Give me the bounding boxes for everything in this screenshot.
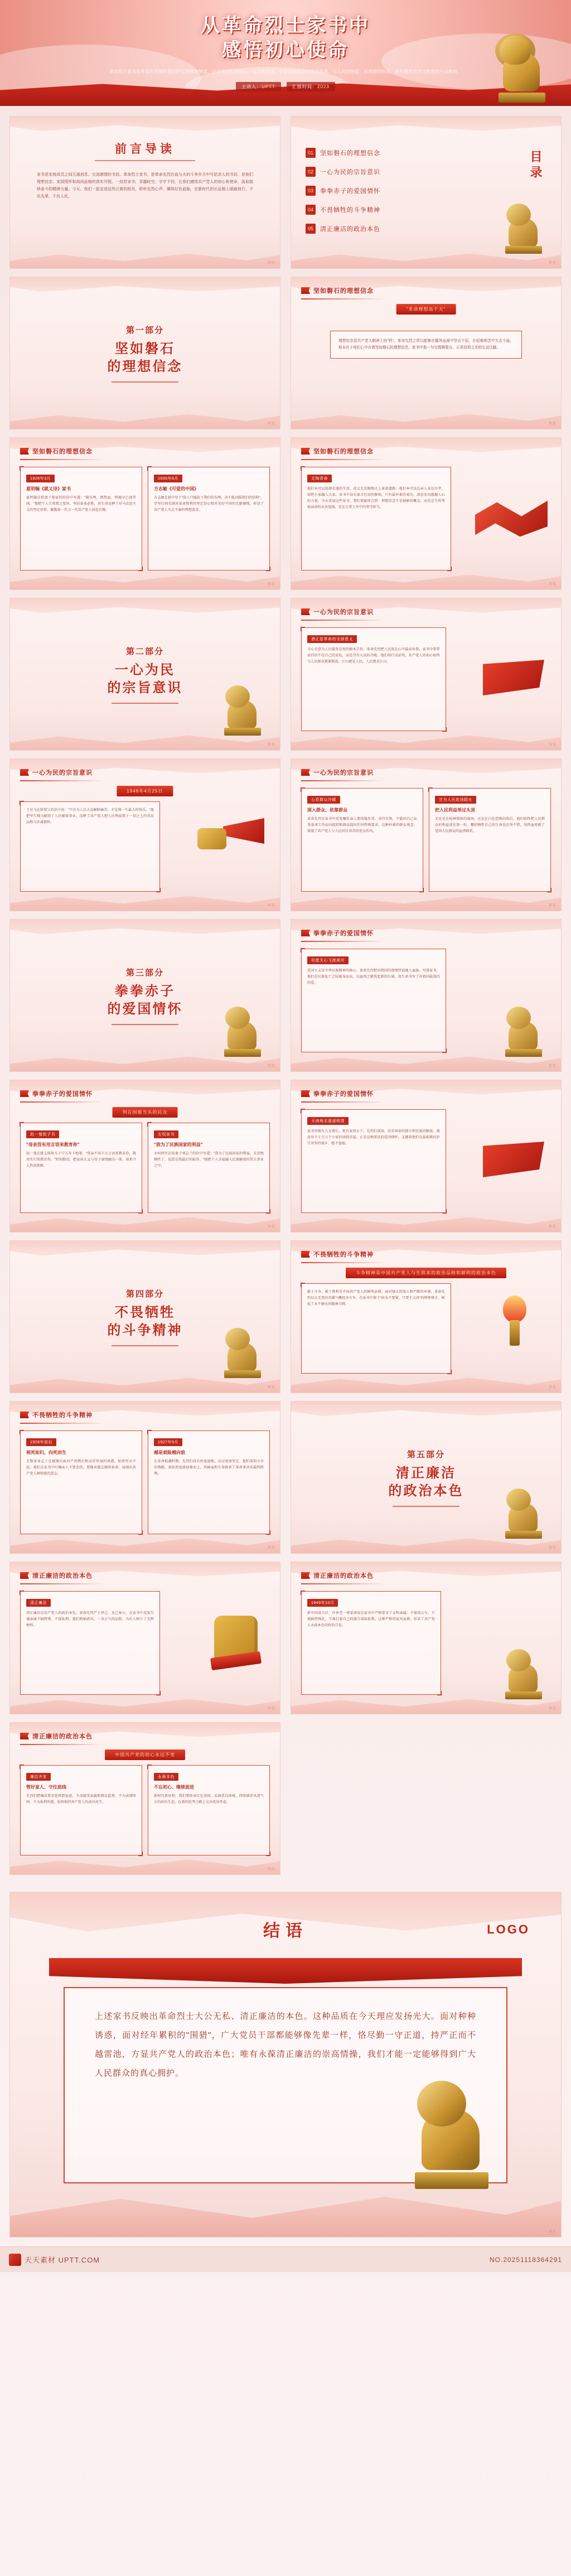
hero-speaker-chip xyxy=(236,82,281,91)
wave-decoration-bottom xyxy=(291,1374,561,1393)
slide-thumbnail[interactable] xyxy=(9,1240,280,1393)
section-title-line1: 清正廉洁 xyxy=(396,1465,456,1481)
lion-base xyxy=(224,1049,261,1057)
lion-base xyxy=(224,1370,261,1378)
content-text-box: 理想信念是共产党人精神上的"钙"。革命先烈之所以能够在腥风血雨中坚贞不屈，在艰难困苦中矢志不渝，根本在于他们心中有着坚如磐石的理想信念。家书中那一句句铿锵誓言，正是信仰之光的生动注脚。 xyxy=(330,331,522,359)
content-box-tag: 1949年10月 xyxy=(307,1599,338,1607)
lion-head xyxy=(506,204,531,226)
section-part-label: 第五部分 xyxy=(407,1449,445,1459)
content-box xyxy=(20,1591,160,1695)
slide-thumbnail[interactable] xyxy=(291,919,562,1072)
title-underline xyxy=(393,1506,459,1507)
section-title-line2: 的爱国情怀 xyxy=(107,1001,183,1017)
stone-lion-icon xyxy=(222,1006,263,1057)
hero-cover-slide xyxy=(0,0,571,106)
hero-meta xyxy=(0,82,571,91)
date-ribbon: 1946年4月25日 xyxy=(117,786,173,796)
wave-decoration-top xyxy=(291,117,561,133)
flag-icon xyxy=(20,1572,29,1579)
content-box-text: 家书里既有儿女情长，更有家国天下。先烈们深知，没有国家的独立和民族的解放，就没有千千万万个小家的团圆幸福。正是这种深沉的爱国情怀，支撑着他们在最艰难的岁月里坚持战斗、绝不退缩。 xyxy=(307,1129,440,1146)
list-item[interactable] xyxy=(306,224,380,234)
title-underline xyxy=(112,381,178,383)
flag-icon xyxy=(301,448,310,455)
quote-ribbon: "革命理想高于天" xyxy=(396,304,456,315)
header-rule xyxy=(301,1101,385,1103)
title-underline xyxy=(112,1345,178,1346)
slide-thumbnail[interactable] xyxy=(291,758,562,911)
lion-base xyxy=(505,1049,542,1057)
header-rule xyxy=(20,459,104,460)
content-box-title: 不忘初心、继续前进 xyxy=(154,1785,194,1790)
content-box-tag: 但愿关心飞渡黄河 xyxy=(307,956,349,964)
quote-ribbon: 列在国难当头的民众 xyxy=(113,1107,178,1118)
header-rule xyxy=(20,1583,104,1584)
content-box-text: 新时代新征程，我们要传承红色基因，弘扬优良传统，持续涵养风清气正的政治生态，在新的赶考之路上交出优异答卷。 xyxy=(154,1794,264,1804)
content-box-tag: 天南地北遥遥相望 xyxy=(307,1117,349,1125)
content-box-title: 管好家人、守住底线 xyxy=(26,1785,66,1790)
lion-base xyxy=(505,1691,542,1699)
hero-speaker-value: UPTT xyxy=(262,84,276,89)
flag-icon xyxy=(20,1733,29,1739)
closing-paragraph: 上述家书反映出革命烈士大公无私、清正廉洁的本色。这种品质在今天理应发扬光大。面对种种诱惑，面对经年累积的"围猎"，广大党员干部都能够像先辈一样，恪尽勤一守正道，持严正而不越雷池，方显共产党人的政治本色；唯有永葆清正廉洁的崇高情操，我们才能一定能够得到广大人民群众的真心拥护。 xyxy=(95,2012,476,2078)
hero-date-label: 汇报时间： xyxy=(292,84,318,89)
wave-decoration-bottom xyxy=(291,892,561,911)
stone-lion-icon xyxy=(503,1487,544,1539)
watermark-label: 预览 xyxy=(548,422,557,426)
slide-header-text: 清正廉洁的政治本色 xyxy=(32,1573,93,1579)
watermark-label: 预览 xyxy=(267,1065,275,1068)
watermark-label: 预览 xyxy=(548,262,557,265)
content-box-title: 夏明翰《就义诗》家书 xyxy=(26,486,71,491)
slide-thumbnail[interactable] xyxy=(9,1080,280,1233)
closing-title: 结语 xyxy=(263,1922,308,1940)
header-rule xyxy=(301,780,385,781)
content-box-tag: 1935年8月 xyxy=(154,475,182,482)
content-box-text: 先烈们把廉洁要求延伸到家庭，主动接受亲属和群众监督，不为亲情所困、不为私利所惑，始终保持共产党人的高风亮节。 xyxy=(26,1794,136,1804)
watermark-label: 预览 xyxy=(548,583,557,586)
slide-thumbnail[interactable] xyxy=(9,437,280,590)
content-box xyxy=(20,1430,142,1534)
section-title-line1: 拳拳赤子 xyxy=(115,983,175,999)
content-box xyxy=(301,1109,446,1213)
catalog-number: 04 xyxy=(306,205,316,215)
slide-grid xyxy=(0,106,571,1892)
flag-icon xyxy=(301,930,310,936)
slide-header xyxy=(301,768,374,777)
wave-decoration-bottom xyxy=(10,2187,561,2237)
slide-header xyxy=(20,1410,93,1419)
content-box-row xyxy=(20,1765,270,1855)
slide-header-text: 一心为民的宗旨意识 xyxy=(313,770,374,776)
content-box-title: 把人民利益举过头顶 xyxy=(435,808,475,813)
catalog-label: 不畏牺牲的斗争精神 xyxy=(320,207,380,214)
quote-ribbon: 斗争精神是中国共产党人与生俱来的政治品格和鲜明的政治本色 xyxy=(346,1268,506,1278)
content-box-text: 方志敏在狱中写下"敌人只能砍下我们的头颅，决不能动摇我们的信仰"，字里行间充满对革命胜利的坚定信心和对美好中国的无限憧憬，彰显了共产党人矢志不渝的理想追求。 xyxy=(154,496,264,512)
flag-icon xyxy=(20,1412,29,1418)
closing-slide[interactable] xyxy=(9,1892,562,2237)
slide-header-text: 坚如磐石的理想信念 xyxy=(32,448,93,455)
slide-thumbnail[interactable] xyxy=(9,919,280,1072)
slide-header-text: 不畏牺牲的斗争精神 xyxy=(32,1412,93,1419)
slide-thumbnail[interactable] xyxy=(9,1562,280,1714)
wave-decoration-bottom xyxy=(10,1534,280,1553)
lion-base xyxy=(499,93,545,103)
slide-thumbnail[interactable] xyxy=(291,1401,562,1554)
slide-header xyxy=(301,286,374,295)
catalog-number: 03 xyxy=(306,186,316,196)
catalog-number: 02 xyxy=(306,167,316,177)
wave-decoration-bottom xyxy=(291,571,561,589)
slide-header xyxy=(301,447,374,456)
slide-thumbnail[interactable] xyxy=(9,1401,280,1554)
watermark-label: 预览 xyxy=(548,1386,557,1389)
stone-lion-icon xyxy=(410,2077,494,2189)
slide-header xyxy=(20,1089,93,1098)
slide-header xyxy=(20,1732,93,1741)
slide-header-text: 拳拳赤子的爱国情怀 xyxy=(313,1091,374,1098)
content-box xyxy=(20,1123,142,1213)
content-box-text: 赵一曼在就义前给儿子宁儿写下绝笔："母亲不用千言万语来教育你，就用实行来教育你。"短短数语，把家国大义与母子深情融为一体，读来令人热泪盈眶。 xyxy=(26,1152,136,1168)
slide-thumbnail[interactable] xyxy=(291,437,562,590)
watermark-label: 预览 xyxy=(548,2230,557,2234)
slide-header xyxy=(301,1250,374,1259)
slide-header xyxy=(301,1571,374,1580)
content-box-tag: 1928年前后 xyxy=(26,1438,56,1446)
content-box xyxy=(148,1430,270,1534)
stone-lion-icon xyxy=(503,202,544,254)
closing-red-banner xyxy=(49,1958,522,1984)
header-rule xyxy=(301,298,385,299)
content-box xyxy=(301,1283,451,1374)
content-box xyxy=(148,467,270,571)
torch-flame xyxy=(503,1296,526,1322)
header-rule xyxy=(20,1744,104,1745)
content-box-title: 深入群众、依靠群众 xyxy=(307,808,347,813)
watermark-label: 预览 xyxy=(267,1546,275,1550)
lion-head xyxy=(417,2081,466,2126)
section-title-line2: 的政治本色 xyxy=(388,1483,464,1499)
header-rule xyxy=(301,1262,385,1263)
wave-decoration-bottom xyxy=(10,892,280,911)
hero-title-line2: 感悟初心使命 xyxy=(222,40,349,61)
watermark-label: 预览 xyxy=(267,1386,275,1389)
title-underline xyxy=(112,1024,178,1025)
content-box-title: 视死如归、向死而生 xyxy=(26,1450,66,1455)
catalog-title: 目录 xyxy=(529,150,543,181)
stone-lion-icon xyxy=(503,1648,544,1699)
content-box xyxy=(20,801,160,892)
slide-header xyxy=(301,929,374,937)
content-box-text: 爱国主义是中华民族精神的核心。革命先烈把对祖国的深情厚谊融入血脉，写进家书。他们在民族危亡之际挺身而出，以血肉之躯筑起新的长城，用生命书写了对祖国最深沉的爱。 xyxy=(307,969,440,985)
content-box-row xyxy=(20,1123,270,1213)
flag-icon xyxy=(301,769,310,776)
content-box-text: 无数革命志士在被捕后面对严刑拷打和高官厚禄的诱惑，始终坚贞不屈。他们在家书中叮嘱亲人不要悲伤，要继承遗志继续革命，展现出共产党人钢铁般的意志。 xyxy=(26,1459,136,1476)
content-box-tag: 酒正是革命的全部意义 xyxy=(307,635,357,643)
page-title: 前言导读 xyxy=(115,143,175,156)
slide-thumbnail[interactable] xyxy=(291,116,562,269)
wave-decoration-top xyxy=(10,117,280,133)
hero-title-group xyxy=(0,0,571,62)
content-box-title: "我为了民族国家的利益" xyxy=(154,1142,203,1147)
watermark-label: 预览 xyxy=(548,1065,557,1068)
content-box-title: 越是艰险越向前 xyxy=(154,1450,185,1455)
section-part-label: 第四部分 xyxy=(125,1289,164,1299)
catalog-label: 拳拳赤子的爱国情怀 xyxy=(320,188,380,195)
header-rule xyxy=(20,1423,104,1424)
section-title-line2: 的理想信念 xyxy=(107,359,183,374)
watermark-label: 预览 xyxy=(267,262,275,265)
content-box xyxy=(20,1765,142,1855)
slide-header xyxy=(301,607,374,616)
header-rule xyxy=(20,780,104,781)
slide-thumbnail[interactable] xyxy=(291,1562,562,1714)
section-title-line1: 坚如磐石 xyxy=(115,341,175,356)
section-part-label: 第一部分 xyxy=(125,325,164,335)
stone-lion-icon xyxy=(503,1006,544,1057)
wave-decoration-bottom xyxy=(10,249,280,268)
slide-thumbnail[interactable] xyxy=(291,277,562,429)
wave-decoration-bottom xyxy=(291,410,561,429)
lion-base xyxy=(224,728,261,736)
content-box-row xyxy=(20,1430,270,1534)
content-box-tag: 永葆本色 xyxy=(154,1773,178,1781)
watermark-label: 预览 xyxy=(548,904,557,907)
content-box xyxy=(20,467,142,571)
title-underline xyxy=(95,160,195,161)
list-item[interactable] xyxy=(306,205,380,215)
flag-icon xyxy=(20,1090,29,1097)
content-box-row xyxy=(20,467,270,571)
content-box-text: 他们本可以选择安逸的生活，却义无反顾地走上革命道路；他们本可以在亲人身边尽孝，却把小家融入大家。家书中没有豪言壮语的修饰，只有最朴素的表达，却迸发出震撼人心的力量。今天重读这些家书，我们更能体会到：理想信念不是抽象的概念，而是在生死考验面前的从容选择，是在日常工作中的坚守担当。 xyxy=(307,487,445,509)
hero-speaker-label: 主讲人： xyxy=(241,84,262,89)
torch-handle xyxy=(510,1320,520,1346)
catalog-number: 05 xyxy=(306,224,316,234)
slide-thumbnail[interactable] xyxy=(9,598,280,751)
brand-logo-icon xyxy=(9,2254,21,2266)
content-box-title: 方志敏《可爱的中国》 xyxy=(154,486,199,491)
section-title-line1: 一心为民 xyxy=(115,662,175,678)
lion-base xyxy=(505,1531,542,1539)
wave-decoration-bottom xyxy=(10,1855,280,1874)
slide-thumbnail[interactable] xyxy=(9,277,280,429)
slide-thumbnail[interactable] xyxy=(9,758,280,911)
content-box-text: 敢于斗争、敢于胜利是中国共产党人的鲜明品格。面对强大的敌人和严酷的环境，革命先烈以大无畏的英雄气概投身斗争，在家书中留下"砍头不要紧，只要主义真"的铮铮誓言，树起了永不磨灭的精神丰碑。 xyxy=(307,1290,445,1306)
section-title-line2: 的斗争精神 xyxy=(107,1322,183,1338)
torch-icon xyxy=(491,1296,541,1346)
stone-lion-icon xyxy=(222,1327,263,1378)
wave-decoration-bottom xyxy=(291,1213,561,1232)
content-box xyxy=(301,467,451,571)
content-box-text: 在革命低潮时期，先烈们没有丝毫退缩，反而更加坚定。他们深知斗争的残酷，却依然选择迎难而上，用鲜血和生命换来了革命事业的最终胜利。 xyxy=(154,1459,264,1476)
content-box-tag: 1928年3月 xyxy=(26,475,55,482)
watermark-label: 预览 xyxy=(548,1546,557,1550)
content-box-text: 新中国成立后，许多老一辈革命家在家书中严格要求子女和亲属：不准用公车、不准搞特殊化、不准打着自己的旗号谋取私利。这种严格的家风家教，彰显了共产党人永葆本色的政治自觉。 xyxy=(307,1611,435,1627)
header-rule xyxy=(20,1101,104,1103)
catalog-label: 坚如磐石的理想信念 xyxy=(320,150,380,157)
section-title-group xyxy=(10,277,280,429)
watermark-label: 预览 xyxy=(267,1707,275,1710)
catalog-label: 清正廉洁的政治本色 xyxy=(320,226,380,233)
slide-header-text: 一心为民的宗旨意识 xyxy=(313,609,374,616)
catalog-list xyxy=(306,148,380,243)
content-box-text: 王若飞在给舅父的信中说："只有为人民大众解除痛苦，才是我一生最大的快乐。"他把毕生精力献给了人民解放事业，诠释了共产党人把人民利益置于一切之上的崇高品格与赤诚情怀。 xyxy=(26,808,154,824)
lion-head xyxy=(225,1328,250,1350)
list-item[interactable] xyxy=(306,186,380,196)
content-box-tag: 甘为人民赴汤蹈火 xyxy=(435,796,476,804)
hero-date-chip xyxy=(287,82,335,91)
slide-header-text: 清正廉洁的政治本色 xyxy=(313,1573,374,1579)
horn-hand xyxy=(197,828,226,849)
content-box-tag: 无悔青春 xyxy=(307,475,332,482)
wave-decoration-bottom xyxy=(291,731,561,750)
lion-base xyxy=(505,246,542,254)
flag-icon xyxy=(301,608,310,615)
content-box xyxy=(429,788,551,892)
hero-title-line1: 从革命烈士家书中 xyxy=(201,15,370,36)
slide-thumbnail[interactable] xyxy=(9,116,280,269)
stone-lion-icon xyxy=(222,684,263,736)
lion-head xyxy=(506,1007,531,1029)
horn-cone xyxy=(223,818,264,844)
flag-icon xyxy=(20,769,29,776)
content-box-row xyxy=(301,788,551,892)
content-box-text: 清正廉洁是共产党人的政治本色。革命先烈严于律己、克己奉公，在家书中反复告诫亲属不搞特殊、不谋私利。他们两袖清风、一身正气的品格，为后人树立了光辉榜样。 xyxy=(26,1611,154,1627)
content-box xyxy=(148,1765,270,1855)
content-box xyxy=(301,949,446,1052)
content-box-text: 革命先烈在家书中反复嘱托亲人要体恤乡邻、善待百姓，不能因自己从事革命工作而向组织和群众提出任何特殊要求。这种朴素的群众观念，体现了共产党人与人民同甘共苦的优良作风。 xyxy=(307,817,417,833)
slide-header-text: 拳拳赤子的爱国情怀 xyxy=(32,1091,93,1098)
slide-header-text: 拳拳赤子的爱国情怀 xyxy=(313,930,374,937)
slide-thumbnail[interactable] xyxy=(291,1080,562,1233)
slide-header xyxy=(20,768,93,777)
content-box xyxy=(148,1123,270,1213)
content-box-title: "母亲没有用言语来教育你" xyxy=(26,1142,80,1147)
slide-header xyxy=(301,1089,374,1098)
wave-decoration-bottom xyxy=(10,571,280,589)
brand-text: 天天素材 UPTT.COM xyxy=(25,2256,100,2264)
hero-subtitle: 革命烈士家书是革命先烈留给我们的宝贵精神财富，记录着他们的初心、信念和追求，字里行间饱含对党的忠诚、对人民的热爱、对理想的执着，是开展党史学习教育的生动教材。 xyxy=(109,69,462,74)
content-box-text: 全心全意为人民服务是党的根本宗旨。革命先烈把人民放在心中最高位置，家书中常常牵挂的不是自己的安危，而是劳苦大众的冷暖。他们用行动证明，共产党人的初心始终与人民群众紧紧相连，江山就是人民，人民就是江山。 xyxy=(307,647,440,664)
logo-placeholder: LOGO xyxy=(487,1922,530,1936)
content-box-tag: 赵一曼致子书 xyxy=(26,1130,59,1138)
list-item[interactable] xyxy=(306,167,380,177)
slide-header xyxy=(20,1571,93,1580)
header-rule xyxy=(301,1583,385,1584)
wave-decoration-bottom xyxy=(10,1695,280,1714)
catalog-label: 一心为民的宗旨意识 xyxy=(320,169,380,176)
page-footer xyxy=(0,2246,571,2272)
slide-header-text: 清正廉洁的政治本色 xyxy=(32,1733,93,1740)
content-box-tag: 廉洁齐家 xyxy=(26,1773,51,1781)
lion-head xyxy=(500,36,531,65)
preface-body-text: 家书是家庭成员之间互通消息、交流感情的书信。革命烈士家书，是革命先烈在血与火的斗争岁月中写给亲人的书信，是他们理想信念、家国情怀和高尚品格的真实写照。一封封家书，穿越时空，字字千钧，让我们感悟共产党人的初心和使命，汲取接续奋斗的精神力量。今天，我们一起走进这些泛黄的纸页，聆听先烈心声，赓续红色血脉，在新时代的长征路上砥砺前行，不负先辈，不负人民。 xyxy=(37,173,253,199)
content-box-tag: 心系群众冷暖 xyxy=(307,796,340,804)
quote-ribbon: 中国共产党的初心永远不变 xyxy=(105,1749,185,1760)
hero-date-value: 2023 xyxy=(317,84,330,89)
slide-header-text: 坚如磐石的理想信念 xyxy=(313,288,374,294)
watermark-label: 预览 xyxy=(548,1707,557,1710)
lion-head xyxy=(225,1007,250,1029)
slide-header-text: 一心为民的宗旨意识 xyxy=(32,770,93,776)
flag-icon xyxy=(301,1251,310,1258)
horn-icon xyxy=(197,815,264,854)
section-title-line1: 不畏牺牲 xyxy=(115,1304,175,1320)
section-part-label: 第二部分 xyxy=(125,646,164,656)
slide-thumbnail[interactable] xyxy=(9,1722,280,1875)
content-box-tag: 1927年5月 xyxy=(154,1438,182,1446)
stone-lion-icon xyxy=(495,33,549,103)
flag-icon xyxy=(301,1090,310,1097)
content-box xyxy=(301,788,423,892)
watermark-label: 预览 xyxy=(548,1225,557,1229)
watermark-label: 预览 xyxy=(548,743,557,747)
watermark-label: 预览 xyxy=(267,422,275,426)
content-box-text: 夏明翰在给妻子郑家钧的信中写道："抛头颅，洒热血，明翰早已视等闲。"他把个人生死置之度外，坚信革命必胜，用生命诠释了对马克思主义的坚定信仰，激励着一代又一代共产党人前赴后继。 xyxy=(26,496,136,512)
content-box-text: 左权将军在给妻子刘志兰的信中写道："我为了民族国家的利益，光荣地牺牲了，也算是我最后的报答。"他把个人幸福融入民族解放的伟大事业之中。 xyxy=(154,1152,264,1168)
section-title-line2: 的宗旨意识 xyxy=(107,680,183,695)
content-box-tag: 清正廉洁 xyxy=(26,1599,51,1607)
lion-head xyxy=(506,1488,531,1511)
slide-thumbnail[interactable] xyxy=(291,1240,562,1393)
wave-decoration-bottom xyxy=(10,1213,280,1232)
fist-icon xyxy=(214,1616,258,1664)
header-rule xyxy=(301,459,385,460)
watermark-label: 预览 xyxy=(267,904,275,907)
header-rule xyxy=(301,620,385,621)
flag-icon xyxy=(20,448,29,455)
title-underline xyxy=(112,703,178,704)
site-brand[interactable] xyxy=(9,2254,100,2266)
watermark-label: 预览 xyxy=(267,1225,275,1229)
lion-head xyxy=(225,685,250,708)
asset-id-label: NO.20251118364291 xyxy=(490,2255,562,2264)
flag-icon xyxy=(301,287,310,294)
content-box xyxy=(301,1591,441,1695)
watermark-label: 预览 xyxy=(267,583,275,586)
catalog-number: 01 xyxy=(306,148,316,158)
flag-icon xyxy=(301,1572,310,1579)
watermark-label: 预览 xyxy=(267,1868,275,1871)
list-item[interactable] xyxy=(306,148,380,158)
watermark-label: 预览 xyxy=(267,743,275,747)
slide-header xyxy=(20,447,93,456)
lion-base xyxy=(415,2172,488,2189)
slide-header-text: 不畏牺牲的斗争精神 xyxy=(313,1251,374,1258)
header-rule xyxy=(301,941,385,942)
slide-header-text: 坚如磐石的理想信念 xyxy=(313,448,374,455)
content-box xyxy=(301,627,446,731)
content-box-tag: 左权家书 xyxy=(154,1130,178,1138)
slide-thumbnail[interactable] xyxy=(291,598,562,751)
section-part-label: 第三部分 xyxy=(125,968,164,978)
lion-head xyxy=(506,1649,531,1671)
content-box-text: 无论是在枪林弹雨的战场，还是在白色恐怖的敌后，他们始终把人民群众的利益放在第一位，哪怕牺牲自己的生命也在所不惜，用热血铸就了党同人民群众的血肉联系。 xyxy=(435,817,545,833)
